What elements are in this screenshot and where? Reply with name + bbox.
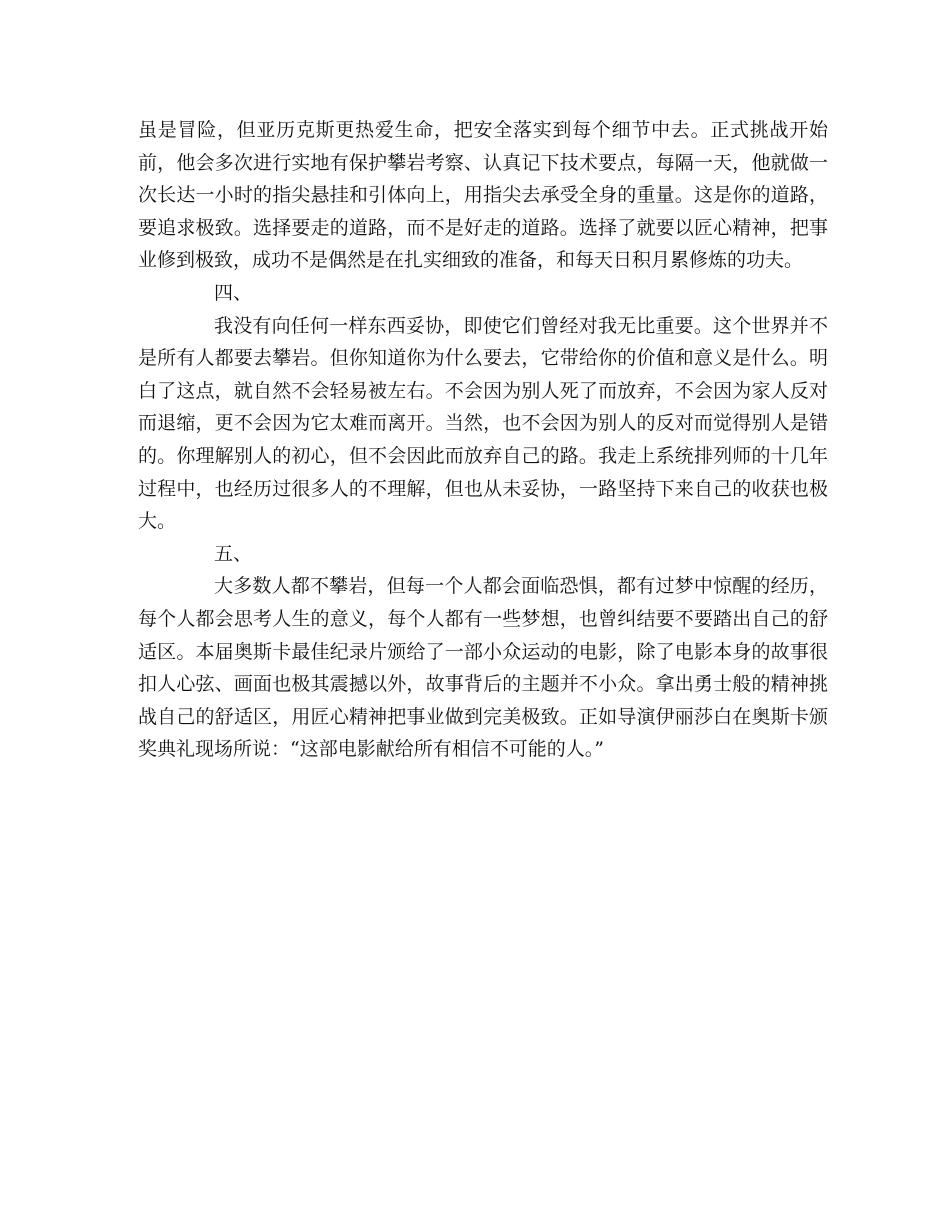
document-body bbox=[138, 114, 828, 766]
section-heading-four: 四、 bbox=[214, 281, 253, 304]
paragraph-no-compromise: 我没有向任何一样东西妥协，即使它们曾经对我无比重要。这个世界并不是所有人都要去攀岩。但你知道你为什么要去，它带给你的价值和意义是什么。明白了这点，就自然不会轻易被左右。不会因为别人死了而放弃，不会因为家人反对而退缩，更不会因为它太难而离开。当然，也不会因为别人的反对而觉得别人是错的。你理解别人的初心，但不会因此而放弃自己的路。我走上系统排列师的十几年过程中，也经历过很多人的不理解，但也从未妥协，一路坚持下来自己的收获也极大。 bbox=[138, 314, 828, 533]
section-heading-five: 五、 bbox=[214, 542, 253, 565]
paragraph-conclusion: 大多数人都不攀岩，但每一个人都会面临恐惧，都有过梦中惊醒的经历，每个人都会思考人生的意义，每个人都有一些梦想，也曾纠结要不要踏出自己的舒适区。本届奥斯卡最佳纪录片颁给了一部小众运动的电影，除了电影本身的故事很扣人心弦、画面也极其震撼以外，故事背后的主题并不小众。拿出勇士般的精神挑战自己的舒适区，用匠心精神把事业做到完美极致。正如导演伊丽莎白在奥斯卡颁奖典礼现场所说：“这部电影献给所有相信不可能的人。” bbox=[138, 575, 828, 761]
paragraph-safety: 虽是冒险，但亚历克斯更热爱生命，把安全落实到每个细节中去。正式挑战开始前，他会多次进行实地有保护攀岩考察、认真记下技术要点，每隔一天，他就做一次长达一小时的指尖悬挂和引体向上，用指尖去承受全身的重量。这是你的道路，要追求极致。选择要走的道路，而不是好走的道路。选择了就要以匠心精神，把事业修到极致，成功不是偶然是在扎实细致的准备，和每天日积月累修炼的功夫。 bbox=[138, 119, 828, 272]
